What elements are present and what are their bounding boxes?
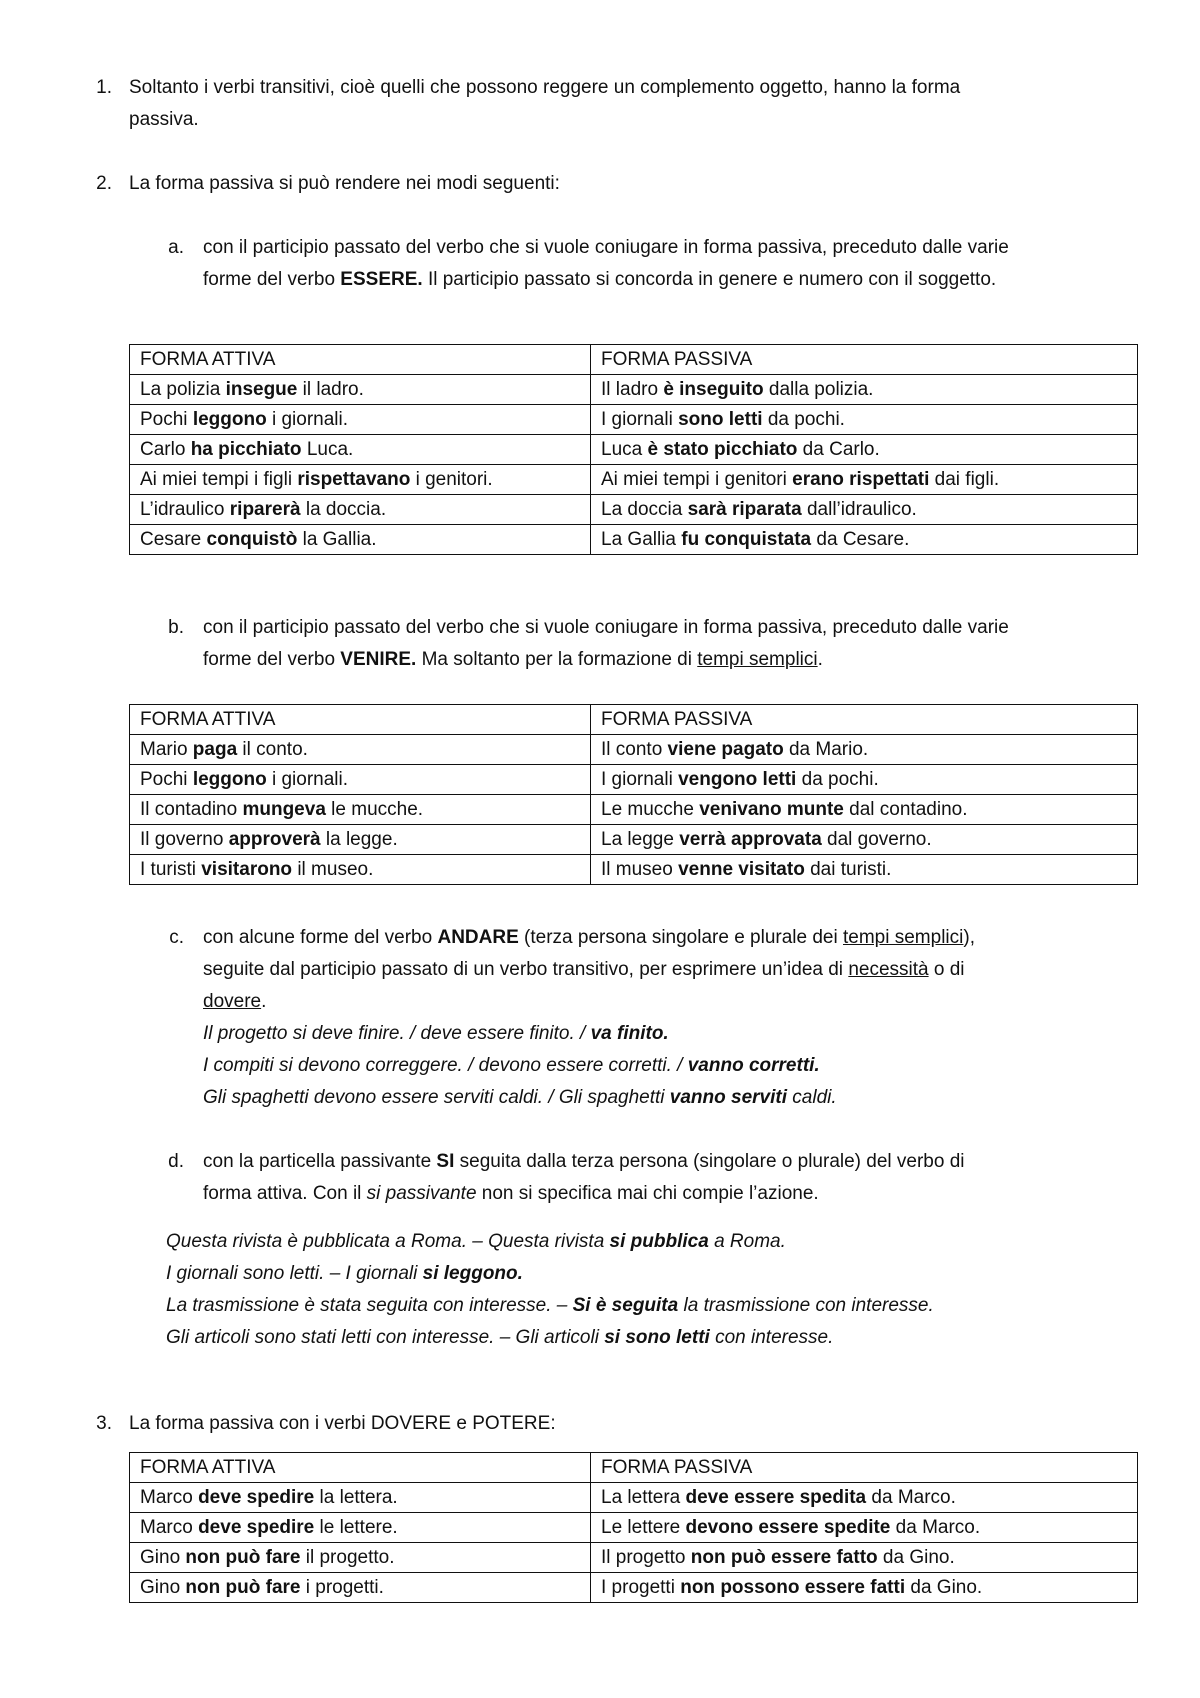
cell-verb-highlight: venne visitato: [678, 859, 805, 880]
cell-text: La lettera: [601, 1487, 686, 1508]
cell-verb-highlight: rispettavano: [297, 469, 411, 490]
cell-text: da Cesare.: [811, 529, 910, 550]
header-forma-passiva: FORMA PASSIVA: [591, 345, 1138, 375]
sub-c-example-2: [203, 1050, 820, 1082]
cell-verb-highlight: visitarono: [201, 859, 293, 880]
cell-verb-highlight: è inseguito: [663, 379, 764, 400]
cell-verb-highlight: sarà riparata: [687, 499, 802, 520]
cell-forma-passiva: [591, 465, 1138, 495]
cell-text: dal governo.: [821, 829, 932, 850]
sub-c-line-1-pre: con alcune forme del verbo: [203, 927, 438, 948]
example-text: Il progetto si deve finire. / deve essere finito. /: [203, 1023, 591, 1044]
cell-text: Marco: [140, 1487, 199, 1508]
cell-forma-attiva: [130, 525, 591, 555]
cell-text: dal contadino.: [843, 799, 968, 820]
item-1-line-2: passiva.: [129, 109, 199, 130]
sub-d-example-2: [166, 1258, 523, 1290]
cell-text: Ai miei tempi i genitori: [601, 469, 793, 490]
table-row: [130, 855, 1138, 885]
cell-forma-attiva: [130, 795, 591, 825]
cell-forma-passiva: [591, 405, 1138, 435]
cell-text: dai figli.: [929, 469, 1000, 490]
sub-b-verb-venire: VENIRE.: [340, 649, 417, 670]
cell-text: da Marco.: [866, 1487, 956, 1508]
cell-text: Pochi: [140, 409, 193, 430]
cell-forma-attiva: [130, 825, 591, 855]
sub-b-line-2-pre: forme del verbo: [203, 649, 341, 670]
cell-text: Il museo: [601, 859, 679, 880]
cell-verb-highlight: non può fare: [185, 1547, 301, 1568]
sub-c-line-2-pre: seguite dal participio passato di un verbo transitivo, per esprimere un’idea di: [203, 959, 849, 980]
cell-text: Luca: [601, 439, 648, 460]
cell-forma-attiva: [130, 1483, 591, 1513]
table-header-row: [130, 1453, 1138, 1483]
cell-forma-attiva: [130, 1513, 591, 1543]
cell-text: Mario: [140, 739, 193, 760]
sub-b-line-2-mid: Ma soltanto per la formazione di: [416, 649, 698, 670]
cell-forma-attiva: [130, 405, 591, 435]
sub-c-tempi-semplici: tempi semplici: [843, 927, 964, 948]
cell-forma-passiva: [591, 735, 1138, 765]
table-row: [130, 375, 1138, 405]
cell-forma-passiva: [591, 525, 1138, 555]
header-forma-attiva: FORMA ATTIVA: [130, 1453, 591, 1483]
cell-text: L’idraulico: [140, 499, 230, 520]
cell-text: le mucche.: [325, 799, 424, 820]
sub-d-particella-si: SI: [436, 1151, 455, 1172]
cell-text: La Gallia: [601, 529, 682, 550]
cell-text: Luca.: [301, 439, 354, 460]
cell-verb-highlight: insegue: [225, 379, 298, 400]
cell-text: da Mario.: [783, 739, 869, 760]
sub-c-line-3-post: .: [261, 991, 267, 1012]
item-3-number: 3.: [96, 1413, 112, 1434]
cell-text: i giornali.: [266, 409, 349, 430]
example-text: Gli spaghetti devono essere serviti caldi. / Gli spaghetti: [203, 1087, 670, 1108]
table-row: [130, 735, 1138, 765]
example-text: Questa rivista è pubblicata a Roma. – Questa rivista: [166, 1231, 610, 1252]
cell-text: Le mucche: [601, 799, 700, 820]
cell-text: il ladro.: [297, 379, 364, 400]
sub-a-verb-essere: ESSERE.: [340, 269, 423, 290]
cell-verb-highlight: sono letti: [678, 409, 763, 430]
cell-text: I giornali: [601, 769, 679, 790]
sub-d-example-1: [166, 1226, 786, 1258]
sub-d-line-1-pre: con la particella passivante: [203, 1151, 437, 1172]
sub-c-line-1-mid: (terza persona singolare e plurale dei: [518, 927, 843, 948]
example-highlight: si pubblica: [609, 1231, 709, 1252]
cell-verb-highlight: mungeva: [242, 799, 326, 820]
sub-c-line-3: [203, 986, 266, 1018]
cell-text: la Gallia.: [297, 529, 377, 550]
table-row: [130, 1543, 1138, 1573]
sub-a-line-2-post: Il participio passato si concorda in genere e numero con il soggetto.: [422, 269, 997, 290]
cell-verb-highlight: fu conquistata: [681, 529, 812, 550]
cell-forma-attiva: [130, 465, 591, 495]
sub-c-necessita: necessità: [848, 959, 929, 980]
sub-c-dovere: dovere: [203, 991, 262, 1012]
header-forma-passiva: FORMA PASSIVA: [591, 1453, 1138, 1483]
example-text: a Roma.: [708, 1231, 786, 1252]
sub-c-line-2: [203, 954, 965, 986]
sub-d-example-4: [166, 1322, 833, 1354]
cell-verb-highlight: deve spedire: [198, 1487, 315, 1508]
cell-text: Pochi: [140, 769, 193, 790]
cell-verb-highlight: non può essere fatto: [690, 1547, 878, 1568]
sub-d-si-passivante: si passivante: [366, 1183, 477, 1204]
table-dovere-potere: [129, 1452, 1138, 1603]
sub-b-tempi-semplici: tempi semplici: [697, 649, 818, 670]
item-2-number: 2.: [96, 173, 112, 194]
sub-c-line-1-post: ),: [963, 927, 975, 948]
cell-text: i progetti.: [300, 1577, 384, 1598]
sub-d-example-3: [166, 1290, 934, 1322]
sub-b-letter: b.: [168, 617, 184, 638]
sub-a-line-1: con il participio passato del verbo che si vuole coniugare in forma passiva, preceduto dalle varie: [203, 237, 1009, 258]
example-highlight: si leggono.: [422, 1263, 523, 1284]
cell-forma-passiva: [591, 765, 1138, 795]
sub-b-line-2: [203, 644, 823, 676]
header-forma-attiva: FORMA ATTIVA: [130, 345, 591, 375]
table-row: [130, 1573, 1138, 1603]
cell-forma-passiva: [591, 495, 1138, 525]
cell-verb-highlight: viene pagato: [667, 739, 784, 760]
table-row: [130, 405, 1138, 435]
cell-forma-passiva: [591, 1543, 1138, 1573]
cell-verb-highlight: verrà approvata: [679, 829, 822, 850]
cell-verb-highlight: deve spedire: [198, 1517, 315, 1538]
cell-text: Ai miei tempi i figli: [140, 469, 298, 490]
example-text: I giornali sono letti. – I giornali: [166, 1263, 423, 1284]
sub-c-line-1: [203, 922, 975, 954]
item-1-line-1: Soltanto i verbi transitivi, cioè quelli che possono reggere un complemento oggetto, hanno la forma: [129, 77, 961, 98]
table-essere: [129, 344, 1138, 555]
cell-text: dai turisti.: [804, 859, 892, 880]
example-highlight: Si è seguita: [572, 1295, 679, 1316]
cell-text: la legge.: [320, 829, 398, 850]
cell-forma-attiva: [130, 1543, 591, 1573]
cell-text: il museo.: [292, 859, 374, 880]
cell-text: i giornali.: [266, 769, 349, 790]
table-row: [130, 1483, 1138, 1513]
sub-c-example-3: [203, 1082, 837, 1114]
cell-forma-passiva: [591, 855, 1138, 885]
cell-forma-passiva: [591, 795, 1138, 825]
cell-verb-highlight: venivano munte: [699, 799, 844, 820]
cell-text: I turisti: [140, 859, 202, 880]
cell-verb-highlight: riparerà: [229, 499, 301, 520]
cell-text: le lettere.: [314, 1517, 398, 1538]
cell-forma-passiva: [591, 1513, 1138, 1543]
example-highlight: vanno corretti.: [687, 1055, 820, 1076]
cell-text: la lettera.: [314, 1487, 398, 1508]
example-text: la trasmissione con interesse.: [678, 1295, 934, 1316]
cell-text: La legge: [601, 829, 680, 850]
cell-text: I giornali: [601, 409, 679, 430]
cell-text: Il governo: [140, 829, 229, 850]
cell-text: la doccia.: [300, 499, 387, 520]
cell-verb-highlight: paga: [192, 739, 238, 760]
cell-verb-highlight: leggono: [192, 409, 267, 430]
sub-a-line-2: [203, 264, 996, 296]
example-text: con interesse.: [709, 1327, 834, 1348]
cell-forma-passiva: [591, 375, 1138, 405]
cell-text: Cesare: [140, 529, 207, 550]
cell-verb-highlight: approverà: [228, 829, 321, 850]
cell-text: Gino: [140, 1577, 186, 1598]
cell-text: Il ladro: [601, 379, 664, 400]
cell-text: I progetti: [601, 1577, 681, 1598]
sub-c-example-1: [203, 1018, 669, 1050]
cell-text: Carlo: [140, 439, 191, 460]
item-3-text: La forma passiva con i verbi DOVERE e POTERE:: [129, 1413, 556, 1434]
cell-text: Gino: [140, 1547, 186, 1568]
sub-c-line-2-post: o di: [928, 959, 965, 980]
example-text: I compiti si devono correggere. / devono essere corretti. /: [203, 1055, 688, 1076]
cell-text: da Gino.: [905, 1577, 983, 1598]
example-highlight: si sono letti: [604, 1327, 710, 1348]
cell-forma-passiva: [591, 435, 1138, 465]
cell-text: Il conto: [601, 739, 668, 760]
cell-text: dalla polizia.: [763, 379, 874, 400]
header-forma-passiva: FORMA PASSIVA: [591, 705, 1138, 735]
cell-forma-passiva: [591, 1483, 1138, 1513]
example-text: La trasmissione è stata seguita con interesse. –: [166, 1295, 573, 1316]
sub-a-letter: a.: [168, 237, 184, 258]
cell-text: Il contadino: [140, 799, 243, 820]
example-highlight: va finito.: [590, 1023, 669, 1044]
table-row: [130, 435, 1138, 465]
cell-verb-highlight: deve essere spedita: [685, 1487, 867, 1508]
cell-text: La polizia: [140, 379, 226, 400]
cell-verb-highlight: devono essere spedite: [685, 1517, 891, 1538]
sub-d-line-2-pre: forma attiva. Con il: [203, 1183, 367, 1204]
sub-a-line-2-pre: forme del verbo: [203, 269, 341, 290]
table-row: [130, 525, 1138, 555]
cell-text: Le lettere: [601, 1517, 686, 1538]
cell-verb-highlight: ha picchiato: [190, 439, 302, 460]
sub-b-line-2-post: .: [817, 649, 823, 670]
table-venire: [129, 704, 1138, 885]
cell-text: il progetto.: [300, 1547, 395, 1568]
sub-c-verb-andare: ANDARE: [437, 927, 519, 948]
sub-b-line-1: con il participio passato del verbo che si vuole coniugare in forma passiva, preceduto dalle varie: [203, 617, 1009, 638]
cell-text: da Marco.: [890, 1517, 981, 1538]
cell-forma-attiva: [130, 495, 591, 525]
table-row: [130, 1513, 1138, 1543]
table-header-row: [130, 705, 1138, 735]
sub-c-letter: c.: [169, 927, 184, 948]
cell-text: da Gino.: [877, 1547, 955, 1568]
cell-forma-passiva: [591, 825, 1138, 855]
table-row: [130, 825, 1138, 855]
table-header-row: [130, 345, 1138, 375]
cell-forma-attiva: [130, 435, 591, 465]
sub-d-line-2: [203, 1178, 819, 1210]
cell-forma-attiva: [130, 1573, 591, 1603]
example-text: caldi.: [787, 1087, 837, 1108]
table-row: [130, 765, 1138, 795]
cell-forma-attiva: [130, 735, 591, 765]
table-row: [130, 465, 1138, 495]
cell-verb-highlight: conquistò: [206, 529, 298, 550]
sub-d-line-1: [203, 1146, 965, 1178]
item-1-number: 1.: [96, 77, 112, 98]
cell-verb-highlight: non possono essere fatti: [680, 1577, 906, 1598]
cell-text: dall’idraulico.: [801, 499, 917, 520]
cell-text: da pochi.: [796, 769, 879, 790]
cell-forma-passiva: [591, 1573, 1138, 1603]
cell-forma-attiva: [130, 765, 591, 795]
cell-text: da pochi.: [762, 409, 845, 430]
cell-text: La doccia: [601, 499, 688, 520]
example-text: Gli articoli sono stati letti con interesse. – Gli articoli: [166, 1327, 605, 1348]
item-2-text: La forma passiva si può rendere nei modi seguenti:: [129, 173, 560, 194]
header-forma-attiva: FORMA ATTIVA: [130, 705, 591, 735]
sub-d-letter: d.: [168, 1151, 184, 1172]
sub-d-line-2-post: non si specifica mai chi compie l’azione.: [476, 1183, 819, 1204]
table-row: [130, 495, 1138, 525]
cell-verb-highlight: leggono: [192, 769, 267, 790]
cell-text: il conto.: [237, 739, 308, 760]
sub-d-line-1-post: seguita dalla terza persona (singolare o plurale) del verbo di: [454, 1151, 965, 1172]
cell-verb-highlight: è stato picchiato: [647, 439, 798, 460]
cell-verb-highlight: vengono letti: [678, 769, 797, 790]
cell-forma-attiva: [130, 375, 591, 405]
table-row: [130, 795, 1138, 825]
cell-text: i genitori.: [410, 469, 493, 490]
cell-text: Marco: [140, 1517, 199, 1538]
cell-text: da Carlo.: [797, 439, 880, 460]
cell-verb-highlight: non può fare: [185, 1577, 301, 1598]
cell-forma-attiva: [130, 855, 591, 885]
example-highlight: vanno serviti: [669, 1087, 788, 1108]
cell-text: Il progetto: [601, 1547, 691, 1568]
cell-verb-highlight: erano rispettati: [792, 469, 930, 490]
